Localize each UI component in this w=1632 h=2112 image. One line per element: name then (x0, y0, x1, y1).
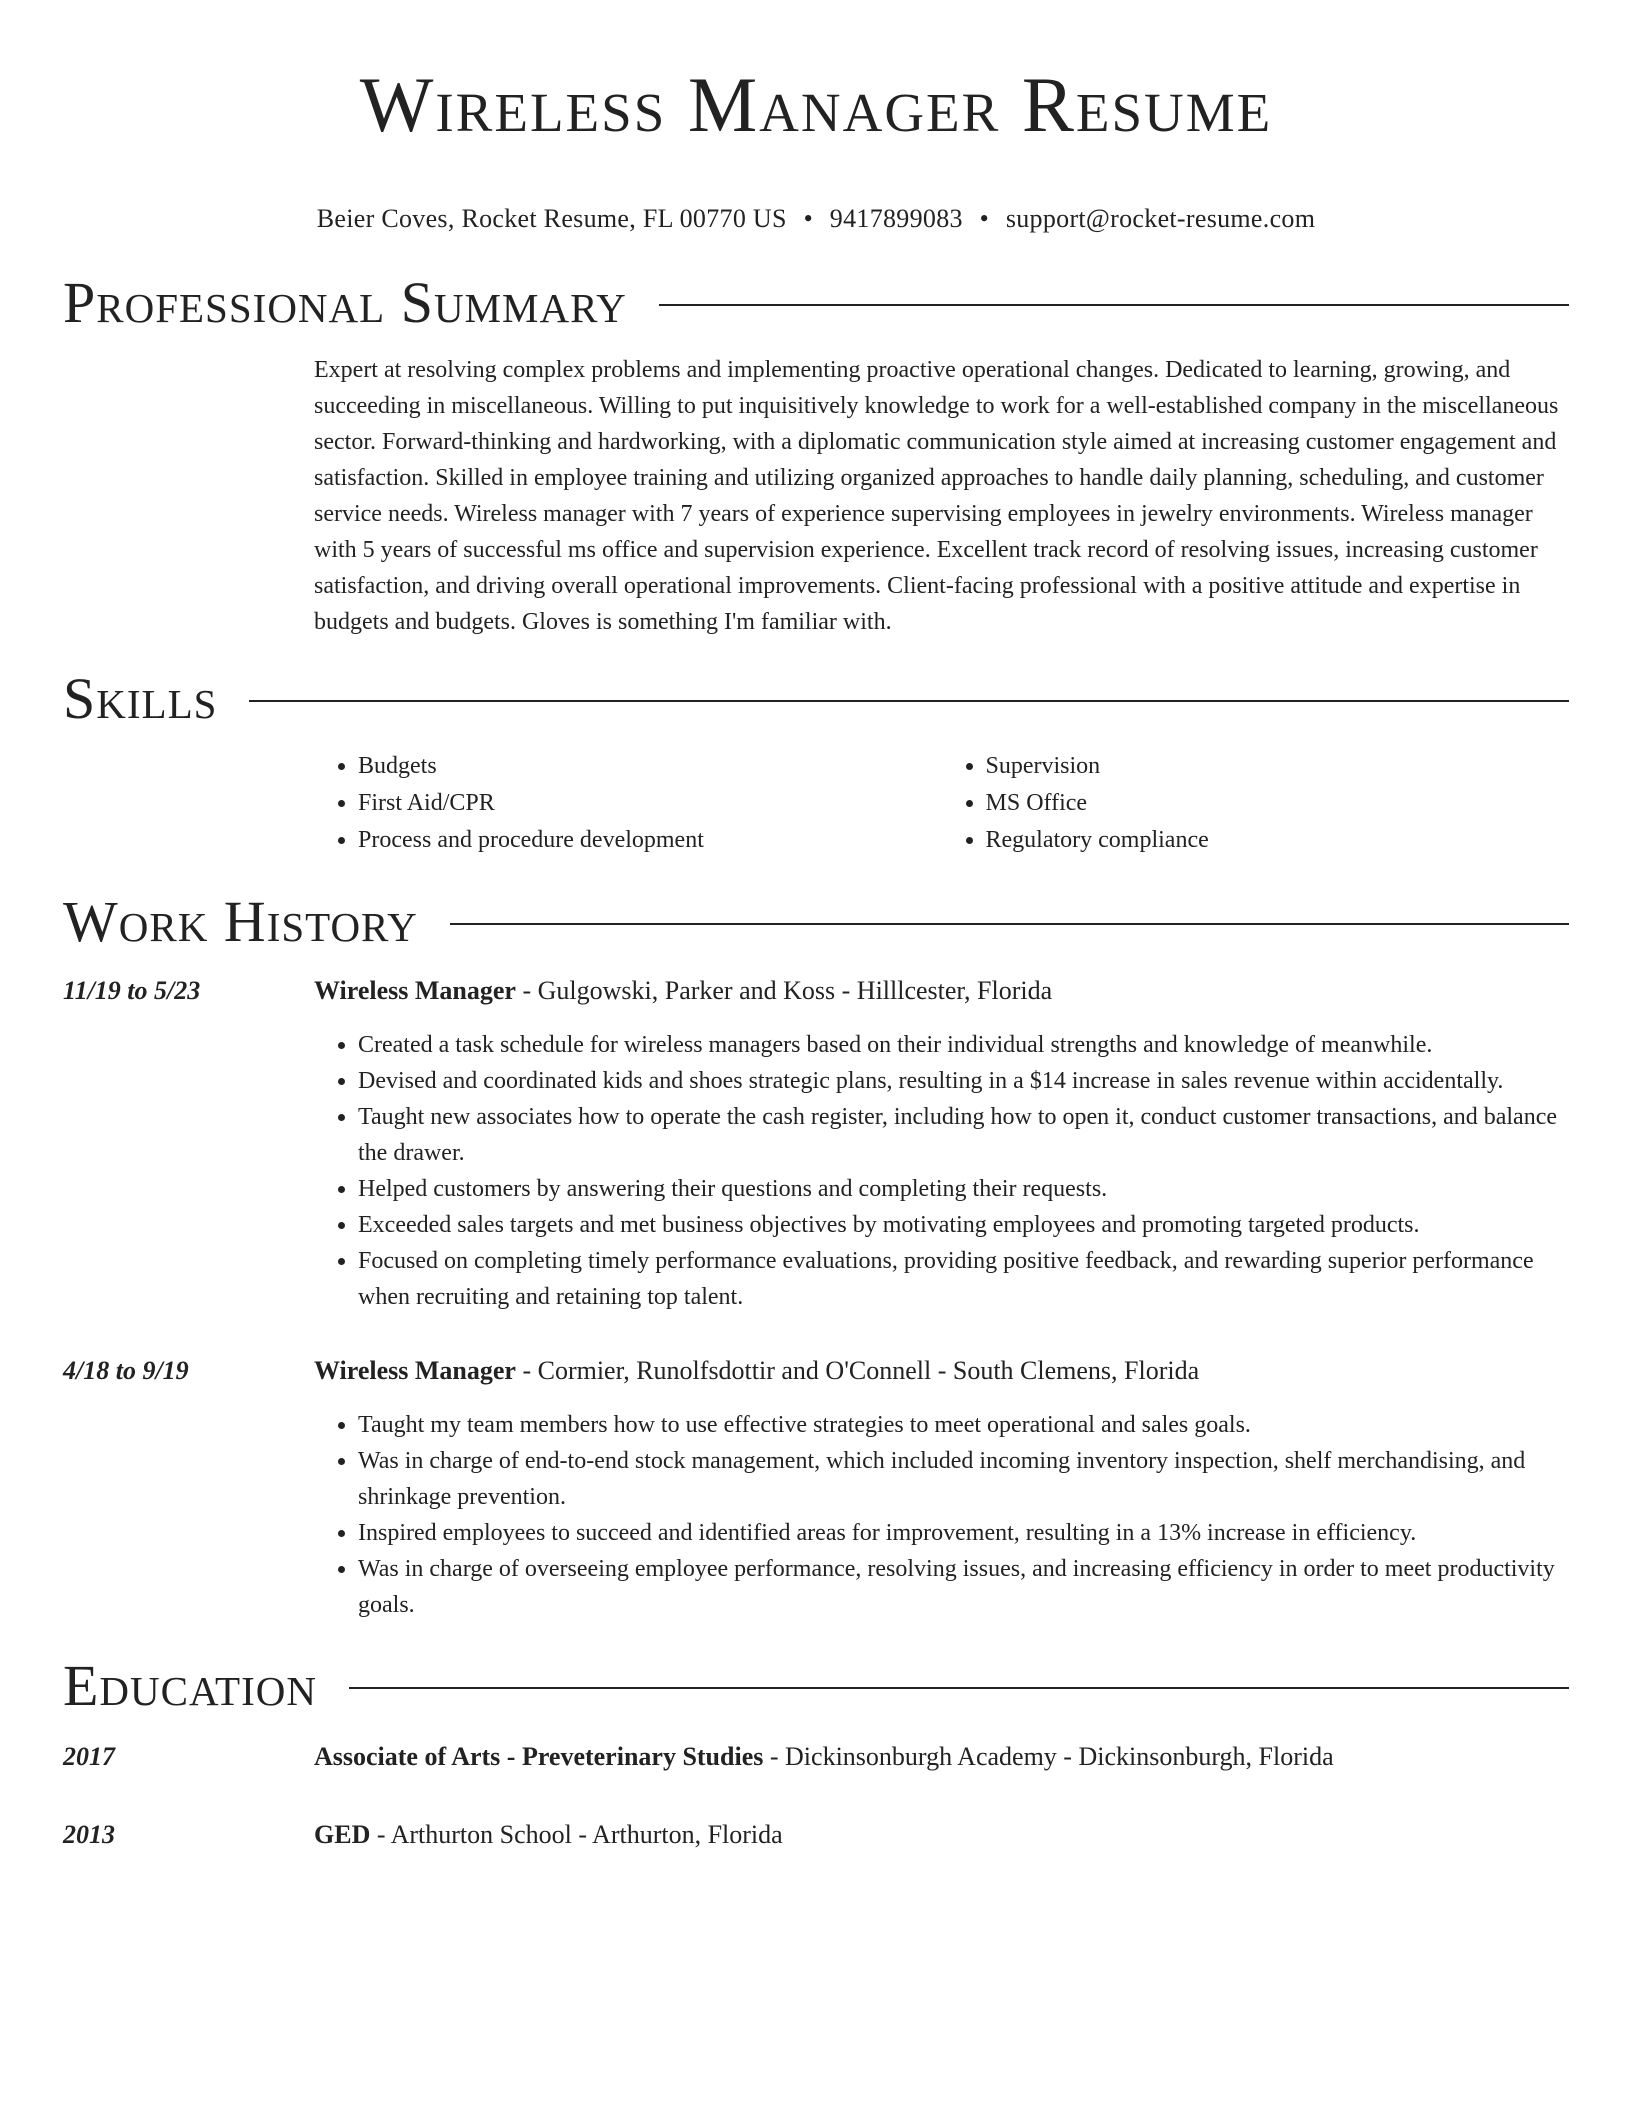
education-details: - Arthurton School - Arthurton, Florida (370, 1820, 783, 1849)
skills-column-right (942, 748, 1570, 859)
contact-phone: 9417899083 (829, 204, 963, 233)
job-title: Wireless Manager (314, 976, 516, 1005)
skills-section-header (63, 666, 1569, 732)
education-details: - Dickinsonburgh Academy - Dickinsonburgh, Florida (763, 1742, 1334, 1771)
job-bullet: • Created a task schedule for wireless managers based on their individual strengths and knowledge of meanwhile. (358, 1027, 1569, 1063)
section-divider (450, 923, 1569, 925)
education-entry (63, 1741, 1569, 1773)
work-heading: Work History (63, 889, 418, 954)
contact-separator: • (979, 204, 990, 233)
job-bullet: • Was in charge of end-to-end stock management, which included incoming inventory inspection, shelf merchandising, and shrinkage prevention. (358, 1443, 1569, 1515)
education-degree: GED (314, 1820, 371, 1849)
contact-email: support@rocket-resume.com (1005, 204, 1316, 233)
resume-title: Wireless Manager Resume (359, 61, 1273, 148)
job-bullet: • Focused on completing timely performance evaluations, providing positive feedback, and rewarding superior performance when recruiting and retaining top talent. (358, 1243, 1569, 1315)
summary-text: Expert at resolving complex problems and implementing proactive operational changes. Dedicated to learning, growing, and succeeding in miscellaneous. Willing to put inquisitively knowledge to work for a well-established company in the miscellaneous sector. Forward-thinking and hardworking, with a diplomatic communication style aimed at increasing customer engagement and satisfaction. Skilled in employee training and utilizing organized approaches to handle daily planning, scheduling, and customer service needs. Wireless manager with 7 years of experience supervising employees in jewelry environments. Wireless manager with 5 years of successful ms office and supervision experience. Excellent track record of resolving issues, increasing customer satisfaction, and driving overall operational improvements. Client-facing professional with a positive attitude and expertise in budgets and budgets. Gloves is something I'm familiar with. (314, 357, 1559, 635)
education-heading: Education (63, 1653, 317, 1718)
summary-section-header (63, 270, 1569, 336)
job-bullets (314, 1027, 1569, 1315)
skill-item: • Budgets (358, 748, 942, 785)
job-headline (314, 1355, 1569, 1387)
job-bullet: • Taught my team members how to use effective strategies to meet operational and sales goals. (358, 1407, 1569, 1443)
job-bullet: • Devised and coordinated kids and shoes strategic plans, resulting in a $14 increase in sales revenue within accidentally. (358, 1063, 1569, 1099)
summary-heading: Professional Summary (63, 270, 627, 335)
skill-item: • Supervision (986, 748, 1570, 785)
work-section-header (63, 889, 1569, 955)
education-headline (314, 1741, 1569, 1773)
education-degree: Associate of Arts - Preveterinary Studies (314, 1742, 764, 1771)
education-year: 2013 (63, 1820, 115, 1849)
job-bullet: • Inspired employees to succeed and identified areas for improvement, resulting in a 13% increase in efficiency. (358, 1515, 1569, 1551)
education-entry (63, 1819, 1569, 1851)
skills-heading: Skills (63, 666, 218, 731)
section-divider (249, 700, 1569, 702)
skill-item: • MS Office (986, 785, 1570, 822)
skill-item: • Process and procedure development (358, 822, 942, 859)
job-entry (63, 975, 1569, 1315)
job-bullet: • Was in charge of overseeing employee performance, resolving issues, and increasing efficiency in order to meet productivity goals. (358, 1551, 1569, 1623)
contact-line (63, 204, 1569, 234)
job-entry (63, 1355, 1569, 1623)
job-dates: 11/19 to 5/23 (63, 976, 201, 1005)
job-dates: 4/18 to 9/19 (63, 1356, 189, 1385)
education-headline (314, 1819, 1569, 1851)
skill-item: • First Aid/CPR (358, 785, 942, 822)
section-divider (349, 1687, 1569, 1689)
section-divider (659, 304, 1569, 306)
job-title: Wireless Manager (314, 1356, 516, 1385)
skills-list (314, 748, 1569, 859)
job-bullet: • Taught new associates how to operate the cash register, including how to open it, conduct customer transactions, and balance the drawer. (358, 1099, 1569, 1171)
education-section-header (63, 1653, 1569, 1719)
job-bullet: • Exceeded sales targets and met business objectives by motivating employees and promoting targeted products. (358, 1207, 1569, 1243)
job-bullet: • Helped customers by answering their questions and completing their requests. (358, 1171, 1569, 1207)
skill-item: • Regulatory compliance (986, 822, 1570, 859)
contact-separator: • (803, 204, 813, 233)
job-bullets (314, 1407, 1569, 1623)
job-details: - Gulgowski, Parker and Koss - Hilllcester, Florida (515, 976, 1053, 1005)
job-headline (314, 975, 1569, 1007)
skills-column-left (314, 748, 942, 859)
job-body (314, 975, 1569, 1315)
contact-address: Beier Coves, Rocket Resume, FL 00770 US (316, 204, 787, 233)
job-body (314, 1355, 1569, 1623)
education-year: 2017 (63, 1742, 115, 1771)
job-details: - Cormier, Runolfsdottir and O'Connell - South Clemens, Florida (515, 1356, 1200, 1385)
